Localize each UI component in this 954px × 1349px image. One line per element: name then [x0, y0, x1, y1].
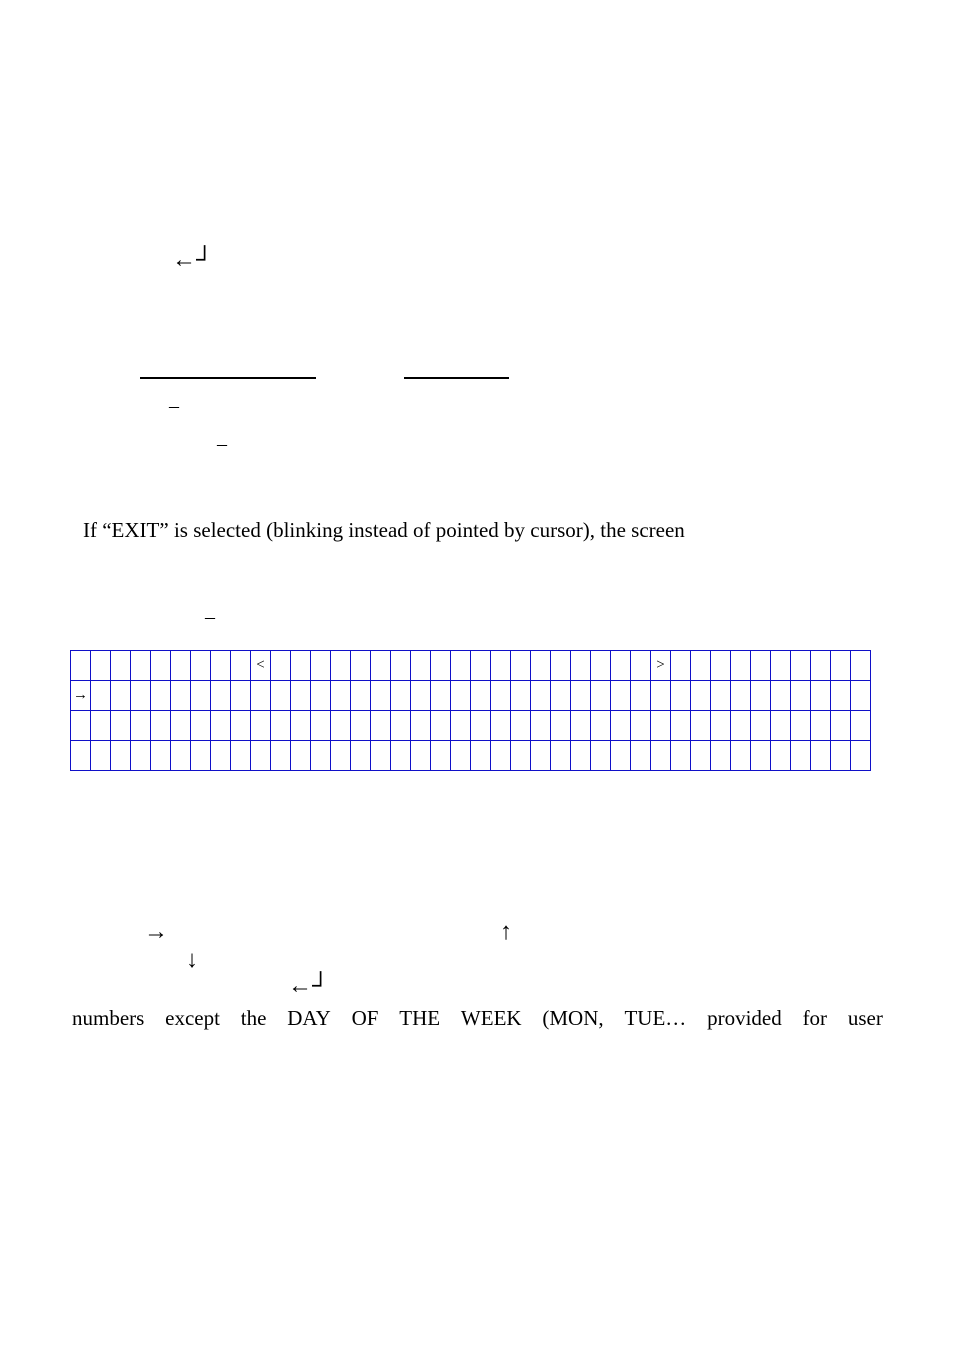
lcd-cell — [331, 741, 351, 771]
lcd-cell — [611, 651, 631, 681]
lcd-cell — [691, 681, 711, 711]
lcd-cell — [771, 741, 791, 771]
lcd-cell — [71, 711, 91, 741]
lcd-cell — [611, 711, 631, 741]
lcd-cell — [451, 681, 471, 711]
lcd-cell — [351, 711, 371, 741]
lcd-cell — [591, 741, 611, 771]
lcd-cell — [151, 711, 171, 741]
lcd-cell: → — [71, 681, 91, 711]
arrow-right-icon: → — [144, 919, 168, 945]
lcd-cell — [571, 741, 591, 771]
lcd-cell — [691, 741, 711, 771]
lcd-cell — [151, 681, 171, 711]
lcd-cell — [271, 681, 291, 711]
lcd-cell — [151, 651, 171, 681]
lcd-cell — [611, 681, 631, 711]
lcd-cell — [711, 741, 731, 771]
lcd-cell — [851, 651, 871, 681]
lcd-cell — [851, 741, 871, 771]
lcd-cell — [811, 741, 831, 771]
lcd-cell — [511, 651, 531, 681]
lcd-row — [71, 651, 871, 681]
lcd-cell — [71, 651, 91, 681]
lcd-cell — [331, 681, 351, 711]
lcd-cell — [491, 681, 511, 711]
word: the — [240, 1006, 267, 1030]
lcd-cell — [431, 651, 451, 681]
lcd-cell — [731, 651, 751, 681]
dash-mark: – — [217, 433, 227, 455]
lcd-cell — [631, 651, 651, 681]
lcd-cell — [411, 651, 431, 681]
lcd-cell — [631, 741, 651, 771]
lcd-cell — [491, 711, 511, 741]
word: for — [802, 1006, 828, 1030]
numbers-paragraph-line — [72, 1005, 883, 1031]
lcd-cell — [391, 651, 411, 681]
lcd-cell — [471, 651, 491, 681]
lcd-cell — [551, 711, 571, 741]
lcd-cell — [491, 651, 511, 681]
lcd-cell — [291, 681, 311, 711]
lcd-row — [71, 681, 871, 711]
lcd-cell — [91, 741, 111, 771]
lcd-cell — [231, 651, 251, 681]
lcd-cell — [251, 711, 271, 741]
enter-key-icon: ←┘ — [288, 973, 330, 999]
lcd-cell — [551, 681, 571, 711]
lcd-cell — [691, 651, 711, 681]
lcd-cell — [171, 741, 191, 771]
lcd-cell — [571, 711, 591, 741]
lcd-cell — [271, 651, 291, 681]
lcd-cell — [231, 741, 251, 771]
lcd-cell: < — [251, 651, 271, 681]
lcd-cell — [411, 711, 431, 741]
lcd-cell — [791, 651, 811, 681]
lcd-cell — [751, 651, 771, 681]
lcd-cell — [851, 711, 871, 741]
lcd-cell — [111, 651, 131, 681]
underline-rule-left — [140, 377, 316, 379]
lcd-cell — [391, 681, 411, 711]
lcd-cell — [291, 711, 311, 741]
lcd-cell — [131, 651, 151, 681]
lcd-cell — [711, 681, 731, 711]
lcd-cell — [311, 741, 331, 771]
lcd-cell — [671, 711, 691, 741]
lcd-cell — [551, 651, 571, 681]
arrow-down-icon: ↓ — [186, 947, 198, 973]
lcd-cell — [391, 741, 411, 771]
lcd-cell — [631, 711, 651, 741]
word: WEEK — [460, 1006, 522, 1030]
lcd-cell — [611, 741, 631, 771]
lcd-cell — [831, 681, 851, 711]
lcd-cell — [311, 711, 331, 741]
dash-mark: – — [169, 395, 179, 417]
lcd-cell — [731, 681, 751, 711]
lcd-cell — [411, 741, 431, 771]
lcd-cell — [751, 681, 771, 711]
lcd-cell — [211, 741, 231, 771]
lcd-cell — [651, 741, 671, 771]
lcd-cell — [771, 681, 791, 711]
lcd-cell — [491, 741, 511, 771]
lcd-cell — [471, 711, 491, 741]
lcd-cell — [391, 711, 411, 741]
lcd-cell — [71, 741, 91, 771]
lcd-cell — [91, 651, 111, 681]
enter-key-icon: ←┘ — [172, 247, 214, 273]
lcd-cell — [751, 741, 771, 771]
lcd-cell — [471, 741, 491, 771]
lcd-cell — [671, 741, 691, 771]
lcd-cell — [451, 651, 471, 681]
lcd-cell — [291, 651, 311, 681]
lcd-cell — [331, 711, 351, 741]
lcd-cell — [531, 741, 551, 771]
lcd-cell — [351, 681, 371, 711]
lcd-cell — [291, 741, 311, 771]
lcd-cell — [91, 711, 111, 741]
lcd-cell — [791, 681, 811, 711]
lcd-cell — [591, 681, 611, 711]
lcd-cell — [811, 651, 831, 681]
lcd-cell — [451, 711, 471, 741]
word: except — [165, 1006, 220, 1030]
lcd-cell — [631, 681, 651, 711]
lcd-cell — [371, 681, 391, 711]
word: (MON, — [542, 1006, 604, 1030]
lcd-cell — [211, 651, 231, 681]
lcd-cell — [371, 741, 391, 771]
lcd-cell — [131, 681, 151, 711]
lcd-cell — [831, 711, 851, 741]
lcd-cell — [671, 651, 691, 681]
lcd-cell — [211, 711, 231, 741]
lcd-cell — [371, 651, 391, 681]
lcd-cell — [331, 651, 351, 681]
lcd-screen-grid — [70, 650, 871, 771]
lcd-cell — [691, 711, 711, 741]
lcd-cell — [191, 681, 211, 711]
lcd-cell — [791, 741, 811, 771]
dash-mark: – — [205, 606, 215, 628]
lcd-cell — [511, 741, 531, 771]
lcd-cell — [271, 741, 291, 771]
lcd-cell — [191, 741, 211, 771]
lcd-cell — [271, 711, 291, 741]
lcd-cell — [131, 741, 151, 771]
lcd-cell — [131, 711, 151, 741]
lcd-cell — [371, 711, 391, 741]
lcd-cell — [471, 681, 491, 711]
lcd-cell — [771, 651, 791, 681]
lcd-cell — [251, 681, 271, 711]
lcd-cell — [111, 711, 131, 741]
lcd-cell — [711, 711, 731, 741]
lcd-cell — [751, 711, 771, 741]
lcd-cell: > — [651, 651, 671, 681]
word: THE — [399, 1006, 441, 1030]
word: TUE… — [624, 1006, 687, 1030]
underline-rule-right — [404, 377, 509, 379]
lcd-cell — [171, 651, 191, 681]
lcd-cell — [651, 711, 671, 741]
lcd-cell — [171, 711, 191, 741]
lcd-cell — [191, 711, 211, 741]
lcd-cell — [211, 681, 231, 711]
lcd-cell — [651, 681, 671, 711]
lcd-cell — [771, 711, 791, 741]
lcd-cell — [311, 651, 331, 681]
lcd-cell — [111, 681, 131, 711]
lcd-cell — [591, 711, 611, 741]
lcd-cell — [711, 651, 731, 681]
lcd-cell — [591, 651, 611, 681]
lcd-cell — [791, 711, 811, 741]
lcd-cell — [431, 741, 451, 771]
lcd-cell — [571, 651, 591, 681]
lcd-cell — [531, 711, 551, 741]
lcd-cell — [511, 681, 531, 711]
lcd-cell — [191, 651, 211, 681]
lcd-cell — [231, 711, 251, 741]
lcd-cell — [431, 711, 451, 741]
lcd-cell — [171, 681, 191, 711]
lcd-cell — [731, 711, 751, 741]
lcd-cell — [91, 681, 111, 711]
lcd-cell — [251, 741, 271, 771]
lcd-cell — [551, 741, 571, 771]
word: OF — [351, 1006, 379, 1030]
word: DAY — [287, 1006, 331, 1030]
lcd-cell — [811, 711, 831, 741]
word: numbers — [72, 1006, 145, 1030]
lcd-cell — [431, 681, 451, 711]
lcd-cell — [111, 741, 131, 771]
lcd-cell — [831, 741, 851, 771]
lcd-cell — [531, 681, 551, 711]
exit-selected-paragraph: If “EXIT” is selected (blinking instead of pointed by cursor), the screen — [83, 518, 685, 542]
lcd-cell — [671, 681, 691, 711]
lcd-cell — [731, 741, 751, 771]
lcd-row — [71, 711, 871, 741]
lcd-cell — [231, 681, 251, 711]
word: user — [847, 1006, 883, 1030]
word: provided — [707, 1006, 782, 1030]
lcd-cell — [571, 681, 591, 711]
lcd-cell — [511, 711, 531, 741]
lcd-cell — [451, 741, 471, 771]
lcd-cell — [851, 681, 871, 711]
lcd-cell — [311, 681, 331, 711]
lcd-cell — [811, 681, 831, 711]
lcd-cell — [411, 681, 431, 711]
lcd-row — [71, 741, 871, 771]
arrow-up-icon: ↑ — [500, 919, 512, 945]
lcd-cell — [831, 651, 851, 681]
lcd-cell — [151, 741, 171, 771]
lcd-cell — [531, 651, 551, 681]
lcd-cell — [351, 651, 371, 681]
lcd-cell — [351, 741, 371, 771]
